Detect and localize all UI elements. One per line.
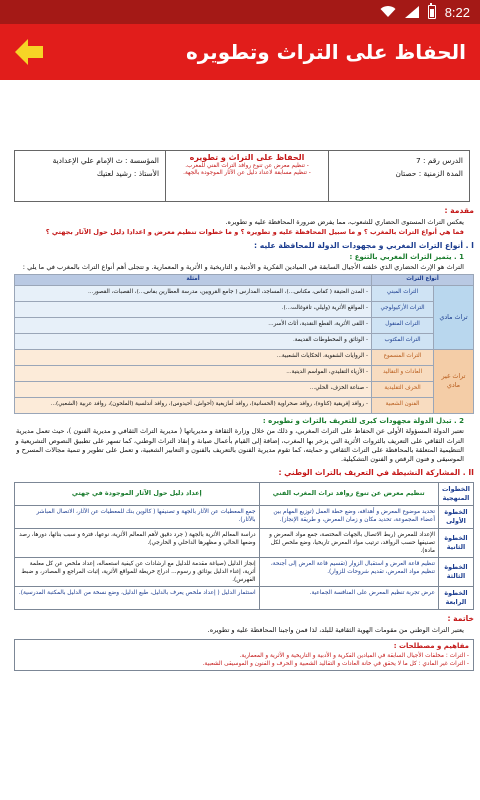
signal-icon — [405, 6, 419, 18]
table-row — [15, 528, 474, 557]
table-cell: تحديد موضوع المعرض و أهدافه، وضع خطة العمل (توزيع المهام بين أعضاء المجموعة، تحديد مكان و زمان المعرض، و طريقة الإنجاز). — [259, 505, 438, 528]
lesson-document — [0, 80, 480, 800]
section-1-heading: I . أنواع التراث المغربي و مجهودات الدولة للمحافظة عليه : — [254, 241, 474, 251]
table-cell-main: تراث غير مادي — [434, 349, 474, 413]
table-row — [15, 317, 474, 333]
table-row — [15, 349, 474, 365]
table-cell-example: - المدن العتيقة ( كفاس، مكناس...)، المساجد، المدارس ( جامع القرويين، مدرسة العطارين بفاس...)، القصبات، القصور... — [15, 285, 372, 301]
wifi-icon — [380, 6, 396, 18]
table-cell-step: الخطوة الرابعة — [438, 587, 473, 610]
intro-heading: مقدمة : — [444, 206, 474, 215]
table-row — [15, 301, 474, 317]
table-header: أنواع التراث — [372, 274, 474, 285]
table-cell-example: - الروايات الشفوية، الحكايات الشعبية... — [15, 349, 372, 365]
table-cell: دراسة المعالم الأثرية بالجهة ( جرد دقيق لأهم المعالم الأثرية، نوعها، فترة و سبب بنائها، دورها، رصد وضعها الحالي و مظهرها الداخلي و الخارجي). — [15, 528, 260, 557]
table-cell-sub: العادات و التقاليد — [372, 365, 434, 381]
table-cell-step: الخطوة الثانية — [438, 528, 473, 557]
table-cell: جمع المعطيات عن الآثار بالجهة و تصنيفها ( كالوين بنك للمعطيات عن الآثار، الاتصال المباشر بالآثار). — [15, 505, 260, 528]
back-arrow-icon — [12, 35, 46, 69]
section-1-text-1: التراث هو الإرث الحضاري الذي خلفته الأجيال السابقة في الميادين الفكرية و الأدبية و التاريخية و الأثرية و المعمارية. و تتجلى أهم أنواع التراث بالمغرب في ما يلي : — [22, 263, 464, 272]
table-cell-example: - اللقى الأثرية، القطع النقدية، أثاث الأسر... — [15, 317, 372, 333]
intro-text: يعكس التراث المستوى الحضاري للشعوب، مما يفرض ضرورة المحافظة عليه و تطويره. — [225, 217, 464, 226]
school-info — [15, 151, 165, 201]
conclusion-heading: خاتمة : — [447, 614, 474, 624]
table-row — [15, 381, 474, 397]
table-header: تنظيم معرض عن تنوع روافد تراث المغرب الفني — [259, 482, 438, 505]
lesson-meta — [329, 151, 469, 201]
teacher-name: الأستاذ : رشيد لعتيك — [96, 168, 159, 178]
section-2-heading: II . المشاركة النشيطة في التعريف بالتراث الوطني : — [278, 468, 474, 478]
status-bar — [0, 0, 480, 24]
table-header: إعداد دليل حول الآثار الموجودة في جهتي — [15, 482, 260, 505]
table-cell-step: الخطوة الثالثة — [438, 558, 473, 587]
lesson-title-box — [165, 151, 329, 201]
table-cell: تنظيم قاعة العرض و استقبال الزوار (تقسيم قاعة العرض إلى أجنحة، تنظيم مواد المعرض، تقديم شروحات للزوار). — [259, 558, 438, 587]
table-cell-step: الخطوة الأولى — [438, 505, 473, 528]
app-bar — [0, 24, 480, 80]
glossary-box — [14, 639, 474, 671]
heritage-types-table — [14, 274, 474, 414]
lesson-objective: - تنظيم مسابقة لاعداد دليل عن الآثار الموجودة بالجهة. — [183, 170, 311, 177]
table-header: أمثلة — [15, 274, 372, 285]
table-row — [15, 505, 474, 528]
lesson-title: الحفاظ على التراث و تطويره — [189, 153, 305, 162]
table-cell-example: - صناعة الخزف، الحلي... — [15, 381, 372, 397]
table-cell-sub: التراث الأركيولوجي — [372, 301, 434, 317]
section-1-sub-1: 1 . يتميز التراث المغربي بالتنوع : — [349, 252, 464, 261]
table-cell-sub: التراث المنقول — [372, 317, 434, 333]
table-cell-sub: التراث المكتوب — [372, 333, 434, 349]
lesson-number: الدرس رقم : 7 — [415, 156, 463, 165]
status-time: 8:22 — [444, 4, 470, 20]
table-row — [15, 587, 474, 610]
table-cell-example: - الأزياء التقليدي، المواسم الدينية... — [15, 365, 372, 381]
intro-question: فما هي أنواع التراث بالمغرب ؟ و ما سبيل المحافظة عليه و تطويره ؟ و ما خطوات تنظيم معرض و اعدادا دليل حول الآثار بجهتي ؟ — [45, 227, 464, 236]
steps-table — [14, 482, 474, 610]
glossary-heading: مفاهيم و مصطلحات : — [393, 642, 469, 651]
conclusion-text: يعتبر التراث الوطني من مقومات الهوية الثقافية للبلد، لذا فمن واجبنا المحافظة عليه و تطويره. — [207, 625, 464, 634]
section-1-sub-2: 2 . تبذل الدولة مجهودات كبرى للتعريف بالتراث و تطويره : — [262, 416, 464, 425]
back-button[interactable] — [6, 29, 52, 75]
table-cell-sub: الحرف التقليدية — [372, 381, 434, 397]
table-cell-example: - روافد إفريقية (كناوة)، روافد صحراوية (الحسانية)، روافد أمازيغية (أحواش، أحيدوس)، روافد أندلسية (الملحون)، روافد عربية (الشعبي)... — [15, 397, 372, 413]
section-1-text-2: تعتبر الدولة المسؤولة الأولى عن الحفاظ على التراث المغربي، و ذلك من خلال وزارة الثقافة و مديرياتها ( مديرية التراث الثقافي و مديرية الفنون )، حيث تعمل مديرية التراث الثقافي على التعريف بالثروات الأثرية التي يزخر بها المغرب، إضافة إلى القيام بأعمال صيانة و إنقاذ التراث الوطني، كما تسهر على تطبيق النصوص التشريعية و التنظيمية المتعلقة بالمحافظة على التراث الثقافي و حمايته، كما تقوم مديرية الفنون بالتعريف بالفنون و التعابير الشعبية، و تعمل على تطوير و تنمية مجالات المسرح و الموسيقى و فنون الرقص و الفنون التشكيلية. — [15, 427, 464, 463]
table-cell-sub: التراث المسموع — [372, 349, 434, 365]
lesson-header — [14, 150, 470, 202]
battery-icon — [428, 5, 436, 19]
table-header: الخطوات المنهجية — [438, 482, 473, 505]
table-cell-example: - الوثائق و المخطوطات القديمة. — [15, 333, 372, 349]
table-row — [15, 333, 474, 349]
table-cell-sub: التراث المبني — [372, 285, 434, 301]
page-title: الحفاظ على التراث وتطويره — [185, 40, 466, 64]
table-row — [15, 285, 474, 301]
table-cell-sub: الفنون الشعبية — [372, 397, 434, 413]
school-name: المؤسسة : ث الإمام علي الإعدادية — [52, 156, 159, 165]
table-row — [15, 558, 474, 587]
table-cell: إنجاز الدليل (صياغة مقدمة للدليل مع ارشادات عن كيفية استعماله، إعداد ملخص عن كل معلمة أثرية، إغناء الدليل بوثائق و رسوم... ادراج خريطة للمواقع الأثرية، إثبات المراجع و المصادر، و ضبط الفهرس). — [15, 558, 260, 587]
table-row — [15, 365, 474, 381]
table-cell: استثمار الدليل ( إعداد ملخص يعرف بالدليل، طبع الدليل، وضع نسخة من الدليل بالمكتبة المدرسية). — [15, 587, 260, 610]
glossary-line: - التراث : مخلفات الأجيال السابقة في الميادين الفكرية و الأدبية و التاريخية و الأثرية و المعمارية. — [239, 652, 469, 659]
lesson-objective: - تنظيم معرض عن تنوع روافد التراث الفني للمغرب. — [185, 162, 309, 169]
glossary-line: - التراث غير المادي : كل ما لا يحقق في خانة العادات و التقاليد الشعبية و الحرف و الفنون و الموسيقى الشعبية. — [202, 661, 469, 668]
lesson-duration: المدة الزمنية : حصتان — [395, 168, 463, 178]
table-cell-main: تراث مادي — [434, 285, 474, 349]
table-cell: الإعداد للمعرض (ربط الاتصال بالجهات المختصة، جمع مواد المعرض و تصنيفها حسب الروافد، ترتيب مواد المعرض تاريخيا، وضع ملخص لكل مادة). — [259, 528, 438, 557]
table-row — [15, 397, 474, 413]
table-cell: عرض تجربة تنظيم المعرض على المنافسة الجماعية. — [259, 587, 438, 610]
table-cell-example: - المواقع الأثرية (وليلي، تافوغالت...). — [15, 301, 372, 317]
